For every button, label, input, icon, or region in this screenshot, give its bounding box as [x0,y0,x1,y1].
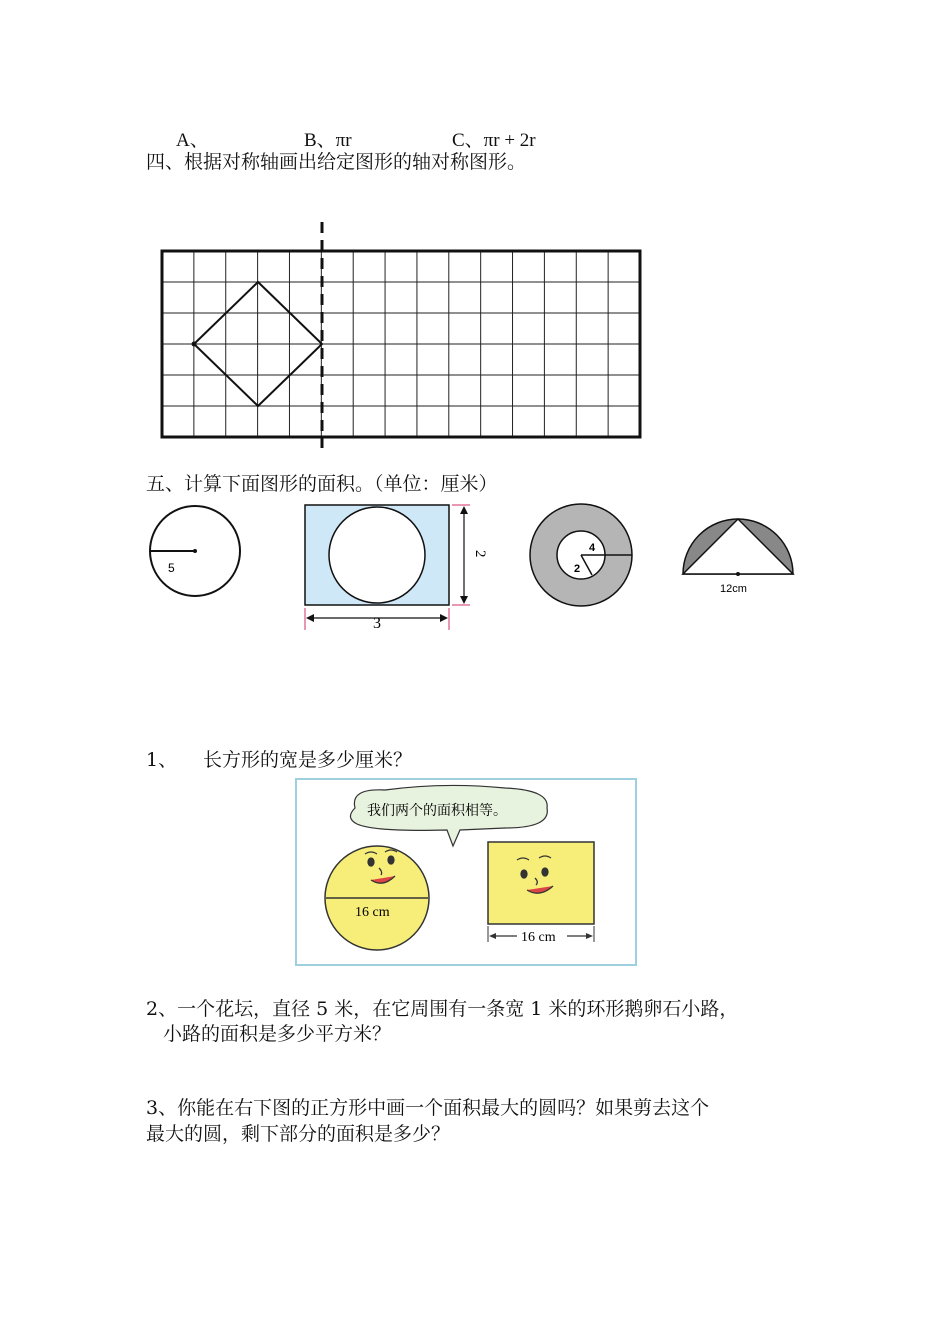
figure-ring [526,500,636,610]
q1-text: 长方形的宽是多少厘米？ [203,749,413,771]
symmetry-grid [160,220,644,450]
outer-radius-label: 4 [589,542,596,554]
rectangle-label: 16 cm [521,930,556,945]
inner-radius-label: 2 [574,563,581,575]
height-label: 2 [472,550,488,558]
q3-line2: 最大的圆，剩下部分的面积是多少？ [146,1123,451,1145]
inscribed-circle [329,507,425,603]
section4-title: 四、根据对称轴画出给定图形的轴对称图形。 [146,151,527,173]
figure-semicircle [678,512,798,602]
diamond-vertex-dot [192,342,197,347]
q3-line1: 3、你能在右下图的正方形中画一个面积最大的圆吗？如果剪去这个 [146,1097,710,1119]
q2-line2: 小路的面积是多少平方米？ [163,1023,392,1045]
rectangle-character [488,842,594,924]
q1-illustration [295,778,637,968]
q2-line1: 2、一个花坛，直径 5 米，在它周围有一条宽 1 米的环形鹅卵石小路， [146,998,739,1020]
figure-circle [146,505,246,605]
width-label: 3 [373,615,381,632]
section5-title: 五、计算下面图形的面积。（单位：厘米） [146,473,498,495]
option-c: C、πr + 2r [452,130,536,151]
option-b: B、πr [304,130,352,151]
q1-number: 1、 [146,749,178,771]
base-label: 12cm [720,583,747,595]
radius-label: 5 [168,561,175,575]
figure-circle-in-rectangle [300,500,488,640]
bubble-text: 我们两个的面积相等。 [367,802,507,818]
option-a: A、 [176,130,209,151]
circle-label: 16 cm [355,905,390,920]
